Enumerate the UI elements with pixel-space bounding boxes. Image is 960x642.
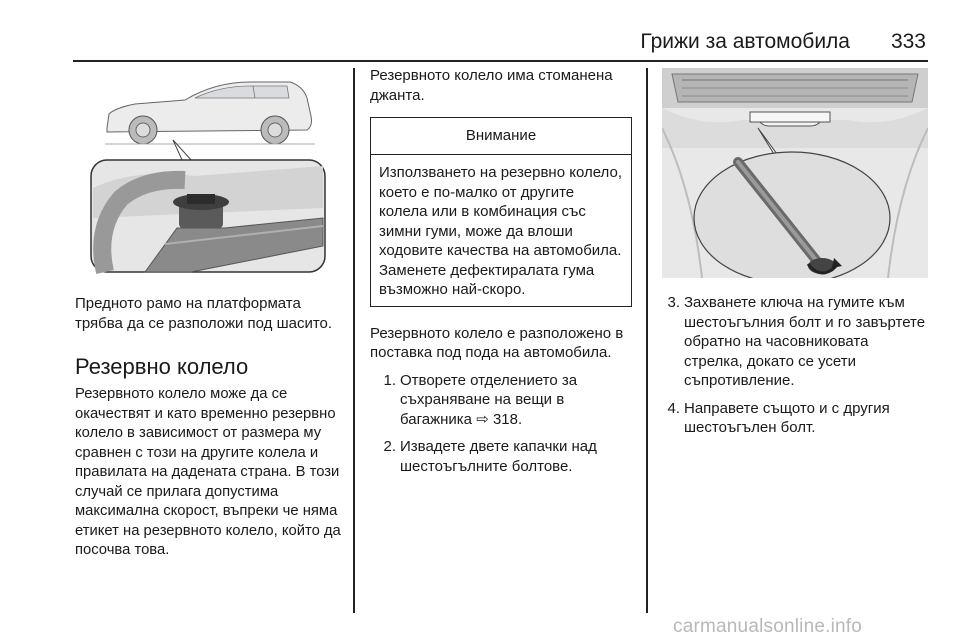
column-3	[662, 68, 928, 438]
list-item: 4. Направете същото и с другия шестоъгълен болт.	[667, 399, 890, 436]
column-2	[370, 66, 632, 476]
warning-title: Внимание	[371, 118, 631, 155]
page-header	[0, 22, 960, 58]
car-underbody-spare-wheel-illustration-icon	[75, 68, 341, 276]
illustration-caption: Предното рамо на платформата трябва да се разположи под шасито.	[75, 295, 333, 332]
section-body: Резервното колело може да се окачествят и като временно резервно колело в зависимост от размера му сравнен с този на другите колела и правилата на дадената страна. В този случай се прилага допустима максимална скорост, въпреки че няма етикет на резервното колело, който да посочва това.	[75, 386, 341, 558]
page-number: 333	[890, 30, 926, 53]
list-item: 2. Извадете двете капачки над шестоъгълните болтове.	[383, 438, 597, 475]
page-reference-link[interactable]: 318.	[492, 410, 523, 428]
warning-box	[370, 117, 632, 307]
spare-location-text: Резервното колело е разположено в поставка под пода на автомобила.	[370, 324, 624, 361]
warning-text: Използването на резервно колело, което е по-малко от другите колела или в комбинация със зимни гуми, може да влоши ходовите качества на автомобила. Заменете дефектиралата гума възможно най-скоро.	[379, 164, 622, 298]
column-divider-2	[646, 68, 648, 613]
list-item: 1. Отворете отделението за съхраняване на вещи в багажника ⇨ 318.	[383, 371, 578, 428]
section-title: Резервно колело	[75, 354, 249, 379]
reference-arrow-icon: ⇨	[476, 410, 489, 428]
chapter-title: Грижи за автомобила	[640, 30, 850, 53]
steps-list-1	[370, 371, 632, 477]
rim-info: Резервното колело има стоманена джанта.	[370, 67, 613, 104]
column-1	[75, 68, 343, 561]
header-rule	[73, 60, 928, 62]
column-divider-1	[353, 68, 355, 613]
steps-list-2	[662, 293, 928, 438]
watermark: carmanualsonline.info	[673, 616, 863, 637]
list-item: 3. Захванете ключа на гумите към шестоъгълния болт и го завъртете обратно на часовниковата стрелка, докато се усети съпротивление.	[667, 294, 926, 389]
trunk-wrench-bolt-illustration-icon	[662, 68, 928, 278]
